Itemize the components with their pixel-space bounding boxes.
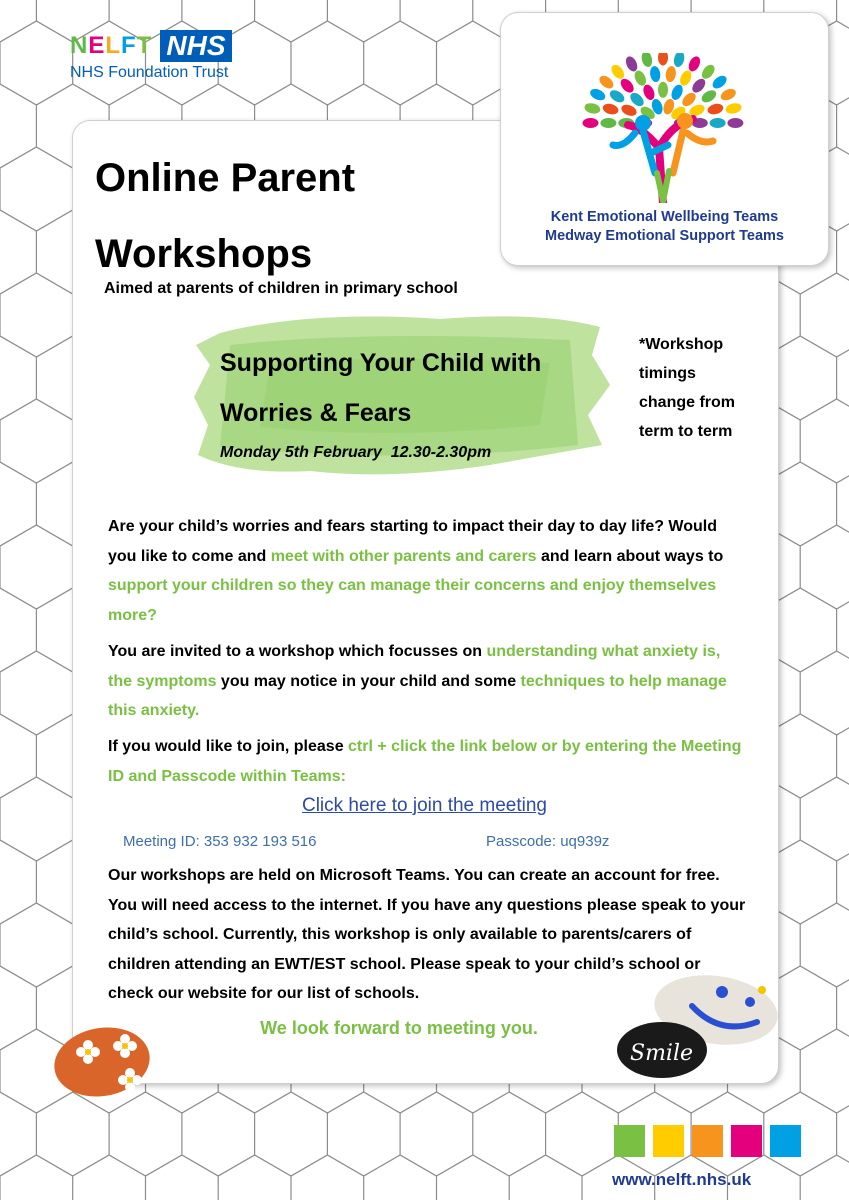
color-block bbox=[614, 1125, 645, 1157]
join-meeting-link[interactable]: Click here to join the meeting bbox=[301, 795, 547, 816]
kewt-name: Kent Emotional Wellbeing Teams bbox=[550, 209, 779, 225]
nhs-badge: NHS bbox=[160, 30, 231, 62]
text-run: Are your child’s worries and fears starting to impact their day to day life? Would you like to come and bbox=[108, 518, 718, 565]
leaf-shape bbox=[600, 118, 616, 128]
leaf-shape bbox=[641, 83, 656, 102]
title-line: Online Parent bbox=[95, 156, 356, 200]
mest-name: Medway Emotional Support Teams bbox=[544, 228, 785, 244]
text-run: and learn about ways to bbox=[536, 547, 724, 565]
nelft-letter: N bbox=[70, 32, 89, 59]
leaf-shape bbox=[624, 55, 640, 74]
teams-info-paragraph: Our workshops are held on Microsoft Teams. You can create an account for free. You will need access to the internet. If you have any questions please speak to your child’s school. Currently, this workshop is only available to parents/carers of children attending an EWT/EST school. Please speak to your child’s school or check our website for our list of schools. bbox=[108, 867, 746, 1002]
join-instructions bbox=[108, 732, 748, 791]
nelft-letter: F bbox=[121, 32, 137, 59]
leaf-shape bbox=[706, 102, 724, 116]
leaf-shape bbox=[608, 88, 627, 105]
color-block bbox=[770, 1125, 801, 1157]
closing-message: We look forward to meeting you. bbox=[260, 1018, 538, 1038]
color-block bbox=[731, 1125, 762, 1157]
leaf-shape bbox=[669, 83, 684, 102]
meeting-passcode: Passcode: uq939z bbox=[486, 833, 610, 850]
join-link-row bbox=[0, 795, 849, 817]
leaf-shape bbox=[620, 103, 639, 118]
page-title bbox=[95, 140, 355, 292]
leaf-shape bbox=[678, 69, 694, 88]
leaf-shape bbox=[725, 102, 743, 115]
color-block bbox=[692, 1125, 723, 1157]
website-url[interactable]: www.nelft.nhs.uk bbox=[612, 1170, 752, 1189]
footer-color-blocks bbox=[614, 1125, 801, 1157]
timings-note bbox=[639, 330, 735, 446]
leaf-shape bbox=[690, 76, 708, 95]
workshop-title bbox=[220, 338, 541, 438]
leaf-shape bbox=[699, 62, 717, 81]
leaf-shape bbox=[699, 88, 718, 105]
meeting-id: Meeting ID: 353 932 193 516 bbox=[123, 833, 317, 850]
leaf-shape bbox=[658, 53, 668, 66]
invitation-paragraph bbox=[108, 637, 748, 726]
nelft-letter: E bbox=[88, 32, 106, 59]
painted-smile-stones-image bbox=[612, 972, 782, 1082]
note-line: term to term bbox=[639, 423, 733, 440]
leaf-shape bbox=[686, 55, 702, 74]
nelft-nhs-logo bbox=[70, 30, 232, 82]
leaf-shape bbox=[588, 87, 607, 103]
leaf-shape bbox=[727, 118, 743, 128]
highlight-text: understanding what anxiety is, the symptoms bbox=[108, 643, 721, 690]
workshop-title-line: Supporting Your Child with bbox=[220, 349, 542, 377]
note-line: change from bbox=[639, 394, 736, 411]
leaf-shape bbox=[609, 62, 627, 81]
nelft-wordmark bbox=[70, 32, 152, 60]
kewt-mest-logo bbox=[500, 12, 829, 266]
workshop-title-line: Worries & Fears bbox=[220, 399, 412, 427]
leaf-shape bbox=[665, 65, 677, 82]
leaf-shape bbox=[640, 53, 653, 68]
nelft-letter: L bbox=[105, 32, 122, 59]
note-line: *Workshop bbox=[639, 336, 724, 353]
painted-flower-stone-image bbox=[50, 1022, 155, 1102]
text-run: If you would like to join, please bbox=[108, 738, 349, 755]
text-run: you may notice in your child and some bbox=[216, 672, 521, 690]
leaf-shape bbox=[710, 73, 729, 91]
highlight-text: meet with other parents and carers bbox=[270, 547, 537, 565]
nelft-letter: T bbox=[136, 32, 153, 59]
tree-people-icon bbox=[573, 53, 753, 203]
text-run: You are invited to a workshop which focusses on bbox=[108, 643, 487, 660]
leaf-shape bbox=[602, 102, 620, 116]
note-line: timings bbox=[639, 365, 696, 382]
leaf-shape bbox=[632, 69, 648, 88]
highlight-text: support your children so they can manage their concerns and enjoy themselves more? bbox=[108, 577, 717, 624]
audience-subtitle: Aimed at parents of children in primary school bbox=[104, 280, 458, 297]
highlight-text: techniques to help manage this anxiety. bbox=[108, 672, 727, 719]
leaf-shape bbox=[618, 76, 636, 95]
intro-paragraph bbox=[108, 512, 748, 630]
workshop-date-time: Monday 5th February 12.30-2.30pm bbox=[220, 444, 492, 461]
leaf-shape bbox=[710, 118, 726, 128]
leaf-shape bbox=[719, 87, 738, 103]
leaf-shape bbox=[597, 73, 616, 91]
trust-name: NHS Foundation Trust bbox=[70, 64, 229, 81]
stone-smile-text: Smile bbox=[630, 1041, 694, 1066]
highlight-text: ctrl + click the link below or by entering the Meeting ID and Passcode within Teams: bbox=[108, 738, 742, 785]
color-block bbox=[653, 1125, 684, 1157]
leaf-shape bbox=[658, 82, 668, 98]
leaf-shape bbox=[583, 118, 599, 128]
leaf-shape bbox=[583, 102, 601, 115]
title-line: Workshops bbox=[95, 232, 313, 276]
leaf-shape bbox=[672, 53, 685, 68]
leaf-shape bbox=[649, 65, 661, 82]
